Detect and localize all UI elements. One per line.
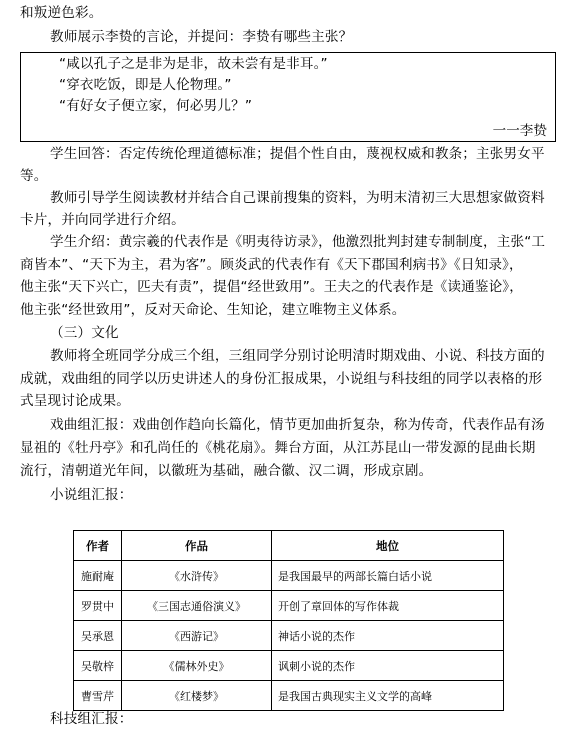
quote-line: “有好女子便立家，何必男儿？” [59, 98, 253, 114]
text-line: 商皆本”、“天下为主，君为客”。顾炎武的代表作有《天下郡国利病书》《日知录》， [20, 257, 523, 273]
quote-signature: 一一李贽 [492, 123, 547, 139]
cell-work: 《儒林外史》 [122, 651, 272, 681]
table-row [74, 591, 504, 621]
section-heading: （三）文化 [50, 325, 119, 341]
text-line: 等。 [20, 168, 48, 184]
cell-status: 神话小说的杰作 [272, 621, 504, 651]
table-row [74, 681, 504, 711]
quote-line: “穿衣吃饭，即是人伦物理。” [59, 77, 232, 93]
text-line: 教师将全班同学分成三个组，三组同学分别讨论明清时期戏曲、小说、科技方面的 [50, 348, 545, 364]
header-work: 作品 [122, 531, 272, 561]
text-line: 式呈现讨论成果。 [20, 393, 130, 409]
table-header-row [74, 531, 504, 561]
text-line: 学生介绍：黄宗羲的代表作是《明夷待访录》，他激烈批判封建专制制度，主张“工 [50, 234, 546, 250]
text-line: 卡片，并向同学进行介绍。 [20, 212, 185, 228]
cell-author: 吴承恩 [74, 621, 122, 651]
text-line: 小说组汇报： [50, 487, 133, 503]
text-line: 学生回答：否定传统伦理道德标准；提倡个性自由，蔑视权威和教条；主张男女平 [50, 146, 545, 162]
table-row [74, 621, 504, 651]
quote-line: “咸以孔子之是非为是非，故未尝有是非耳。” [59, 56, 328, 72]
cell-status: 讽刺小说的杰作 [272, 651, 504, 681]
header-status: 地位 [272, 531, 504, 561]
text-line: 科技组汇报： [50, 711, 133, 727]
cell-author: 曹雪芹 [74, 681, 122, 711]
text-line: 教师引导学生阅读教材并结合自己课前搜集的资料，为明末清初三大思想家做资料 [50, 190, 545, 206]
text-line: 他主张“经世致用”，反对天命论、生知论，建立唯物主义体系。 [20, 302, 406, 318]
quote-box [20, 52, 556, 142]
text-line: 和叛逆色彩。 [20, 5, 103, 21]
cell-author: 吴敬梓 [74, 651, 122, 681]
text-line: 戏曲组汇报：戏曲创作趋向长篇化，情节更加曲折复杂，称为传奇，代表作品有汤 [50, 417, 545, 433]
cell-work: 《三国志通俗演义》 [122, 591, 272, 621]
text-line: 显祖的《牡丹亭》和孔尚任的《桃花扇》。舞台方面，从江苏昆山一带发源的昆曲长期 [20, 440, 536, 456]
cell-author: 罗贯中 [74, 591, 122, 621]
cell-status: 是我国古典现实主义文学的高峰 [272, 681, 504, 711]
header-author: 作者 [74, 531, 122, 561]
novel-table [73, 530, 504, 711]
text-line: 他主张“天下兴亡，匹夫有责”，提倡“经世致用”。王夫之的代表作是《读通鉴论》， [20, 279, 523, 295]
table-row [74, 651, 504, 681]
cell-work: 《西游记》 [122, 621, 272, 651]
cell-author: 施耐庵 [74, 561, 122, 591]
cell-work: 《水浒传》 [122, 561, 272, 591]
text-line: 教师展示李贽的言论，并提问：李贽有哪些主张？ [50, 29, 353, 45]
cell-status: 是我国最早的两部长篇白话小说 [272, 561, 504, 591]
text-line: 流行，清朝道光年间，以徽班为基础，融合徽、汉二调，形成京剧。 [20, 463, 433, 479]
cell-status: 开创了章回体的写作体裁 [272, 591, 504, 621]
cell-work: 《红楼梦》 [122, 681, 272, 711]
text-line: 成就，戏曲组的同学以历史讲述人的身份汇报成果，小说组与科技组的同学以表格的形 [20, 371, 543, 387]
table-row [74, 561, 504, 591]
